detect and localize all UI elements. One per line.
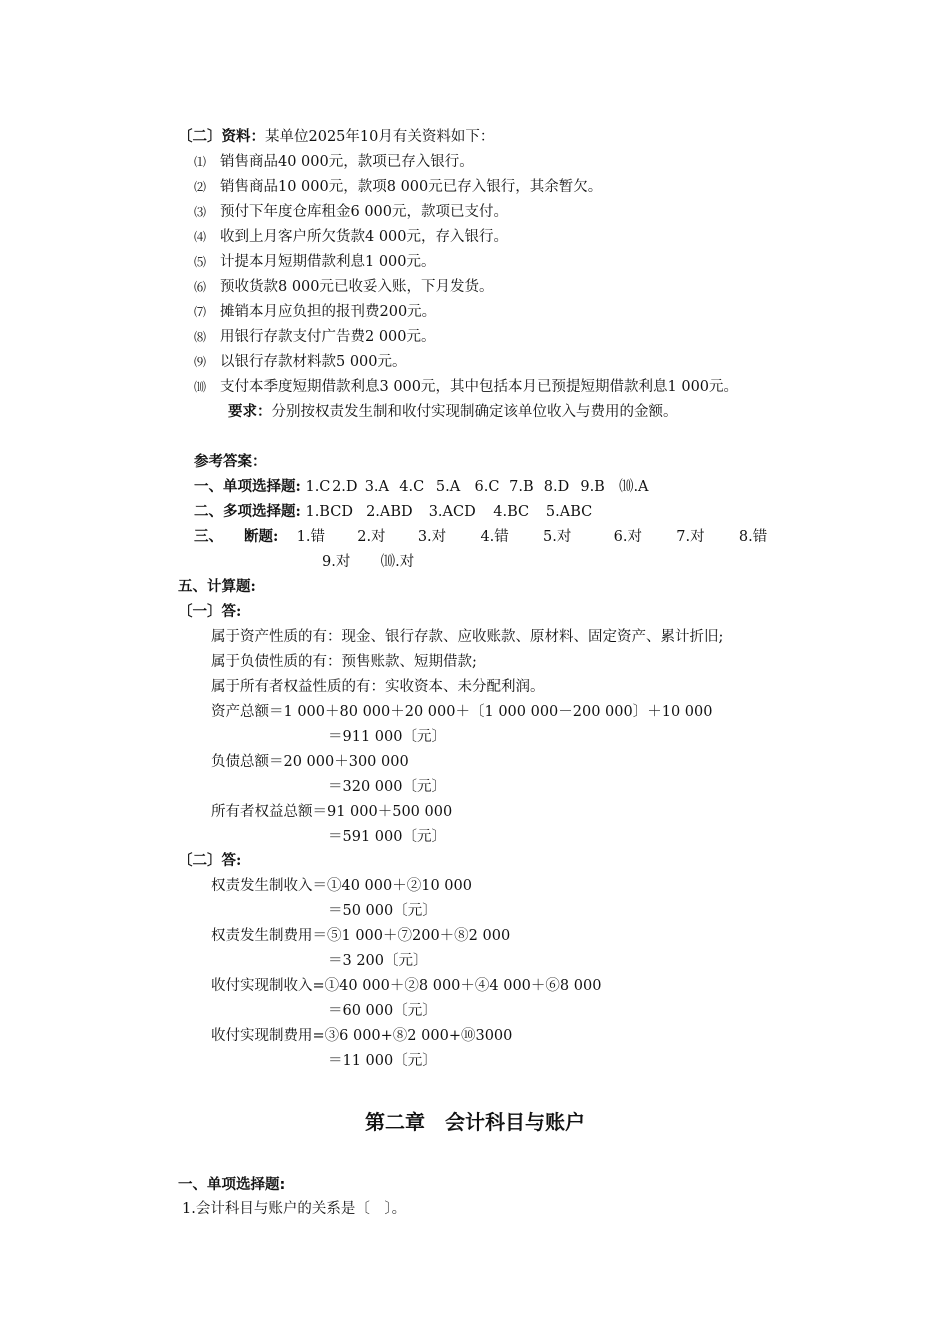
judge-prefix: 三、: [194, 528, 223, 545]
data-item: ⑹ 预收货款8 000元已收妥入账，下月发货。: [194, 279, 494, 295]
data-intro: 某单位2025年10月有关资料如下：: [265, 129, 495, 145]
data-item: ⑷ 收到上月客户所欠货款4 000元，存入银行。: [194, 229, 509, 245]
calc-line: 权责发生制费用＝⑤1 000＋⑦200＋⑧2 000: [211, 928, 511, 944]
calc-line: ＝3 200〔元〕: [328, 953, 428, 969]
calc-part1-label: 〔一〕答:: [178, 603, 242, 620]
requirement-line: [228, 402, 678, 422]
data-item: ⑽ 支付本季度短期借款利息3 000元，其中包括本月已预提短期借款利息1 000元。: [194, 379, 739, 395]
judge-answers-row1: 三、 断题: 1.错 2.对 3.对 4.错 5.对 6.对 7.对 8.错: [194, 528, 768, 545]
calc-line: 收付实现制收入=①40 000＋②8 000＋④4 000＋⑥8 000: [211, 978, 602, 994]
calc-line: ＝591 000〔元〕: [328, 829, 446, 845]
data-heading-line: [178, 127, 494, 147]
calc-line: 属于所有者权益性质的有：实收资本、未分配利润。: [211, 679, 545, 695]
calc-line: 属于负债性质的有：预售账款、短期借款;: [211, 654, 477, 670]
data-item: ⑸ 计提本月短期借款利息1 000元。: [194, 254, 436, 270]
calc-line: ＝50 000〔元〕: [328, 903, 437, 919]
multi-choice-answers: 二、多项选择题: 1.BCD 2.ABD 3.ACD 4.BC 5.ABC: [194, 503, 593, 520]
calc-line: 资产总额＝1 000＋80 000＋20 000＋〔1 000 000－200 000〕＋10 000: [211, 704, 713, 720]
data-item: ⑵ 销售商品10 000元，款项8 000元已存入银行，其余暂欠。: [194, 179, 603, 195]
answers-title: 参考答案：: [194, 453, 267, 470]
judge-label: 断题:: [244, 528, 279, 545]
data-item: ⑼ 以银行存款材料款5 000元。: [194, 354, 407, 370]
calc-line: 属于资产性质的有：现金、银行存款、应收账款、原材料、固定资产、累计折旧;: [211, 629, 724, 645]
calc-part2-label: 〔二〕答:: [178, 852, 242, 869]
calc-line: ＝60 000〔元〕: [328, 1003, 437, 1019]
calc-line: ＝320 000〔元〕: [328, 779, 446, 795]
calc-line: 负债总额＝20 000＋300 000: [211, 754, 409, 770]
multi-choice-label: 二、多项选择题:: [194, 503, 301, 520]
judge-answers-row2: 9.对 ⑽.对: [322, 554, 415, 570]
calc-heading: 五、计算题:: [178, 578, 256, 595]
calc-line: 收付实现制费用=③6 000+⑧2 000+⑩3000: [211, 1028, 513, 1044]
chapter2-section-label: 一、单项选择题:: [178, 1177, 286, 1193]
requirement-label: 要求：: [228, 403, 272, 420]
data-item: ⑴ 销售商品40 000元，款项已存入银行。: [194, 154, 474, 170]
data-item: ⑺ 摊销本月应负担的报刊费200元。: [194, 304, 437, 320]
calc-line: ＝11 000〔元〕: [328, 1053, 437, 1069]
requirement-text: 分别按权责发生制和收付实现制确定该单位收入与费用的金额。: [271, 404, 678, 420]
chapter-title: 第二章 会计科目与账户: [365, 1110, 585, 1134]
data-heading: 〔二〕资料：: [178, 128, 265, 145]
single-choice-label: 一、单项选择题:: [194, 478, 301, 495]
calc-line: 所有者权益总额＝91 000＋500 000: [211, 804, 453, 820]
data-item: ⑶ 预付下年度仓库租金6 000元，款项已支付。: [194, 204, 509, 220]
chapter2-question-1: 1.会计科目与账户的关系是〔 〕。: [182, 1201, 407, 1217]
calc-line: 权责发生制收入＝①40 000＋②10 000: [211, 878, 472, 894]
calc-line: ＝911 000〔元〕: [328, 729, 446, 745]
single-choice-answers: 一、单项选择题: 1.C 2.D 3.A 4.C 5.A 6.C 7.B 8.D 9.B ⑽.A: [194, 478, 649, 495]
data-item: ⑻ 用银行存款支付广告费2 000元。: [194, 329, 436, 345]
